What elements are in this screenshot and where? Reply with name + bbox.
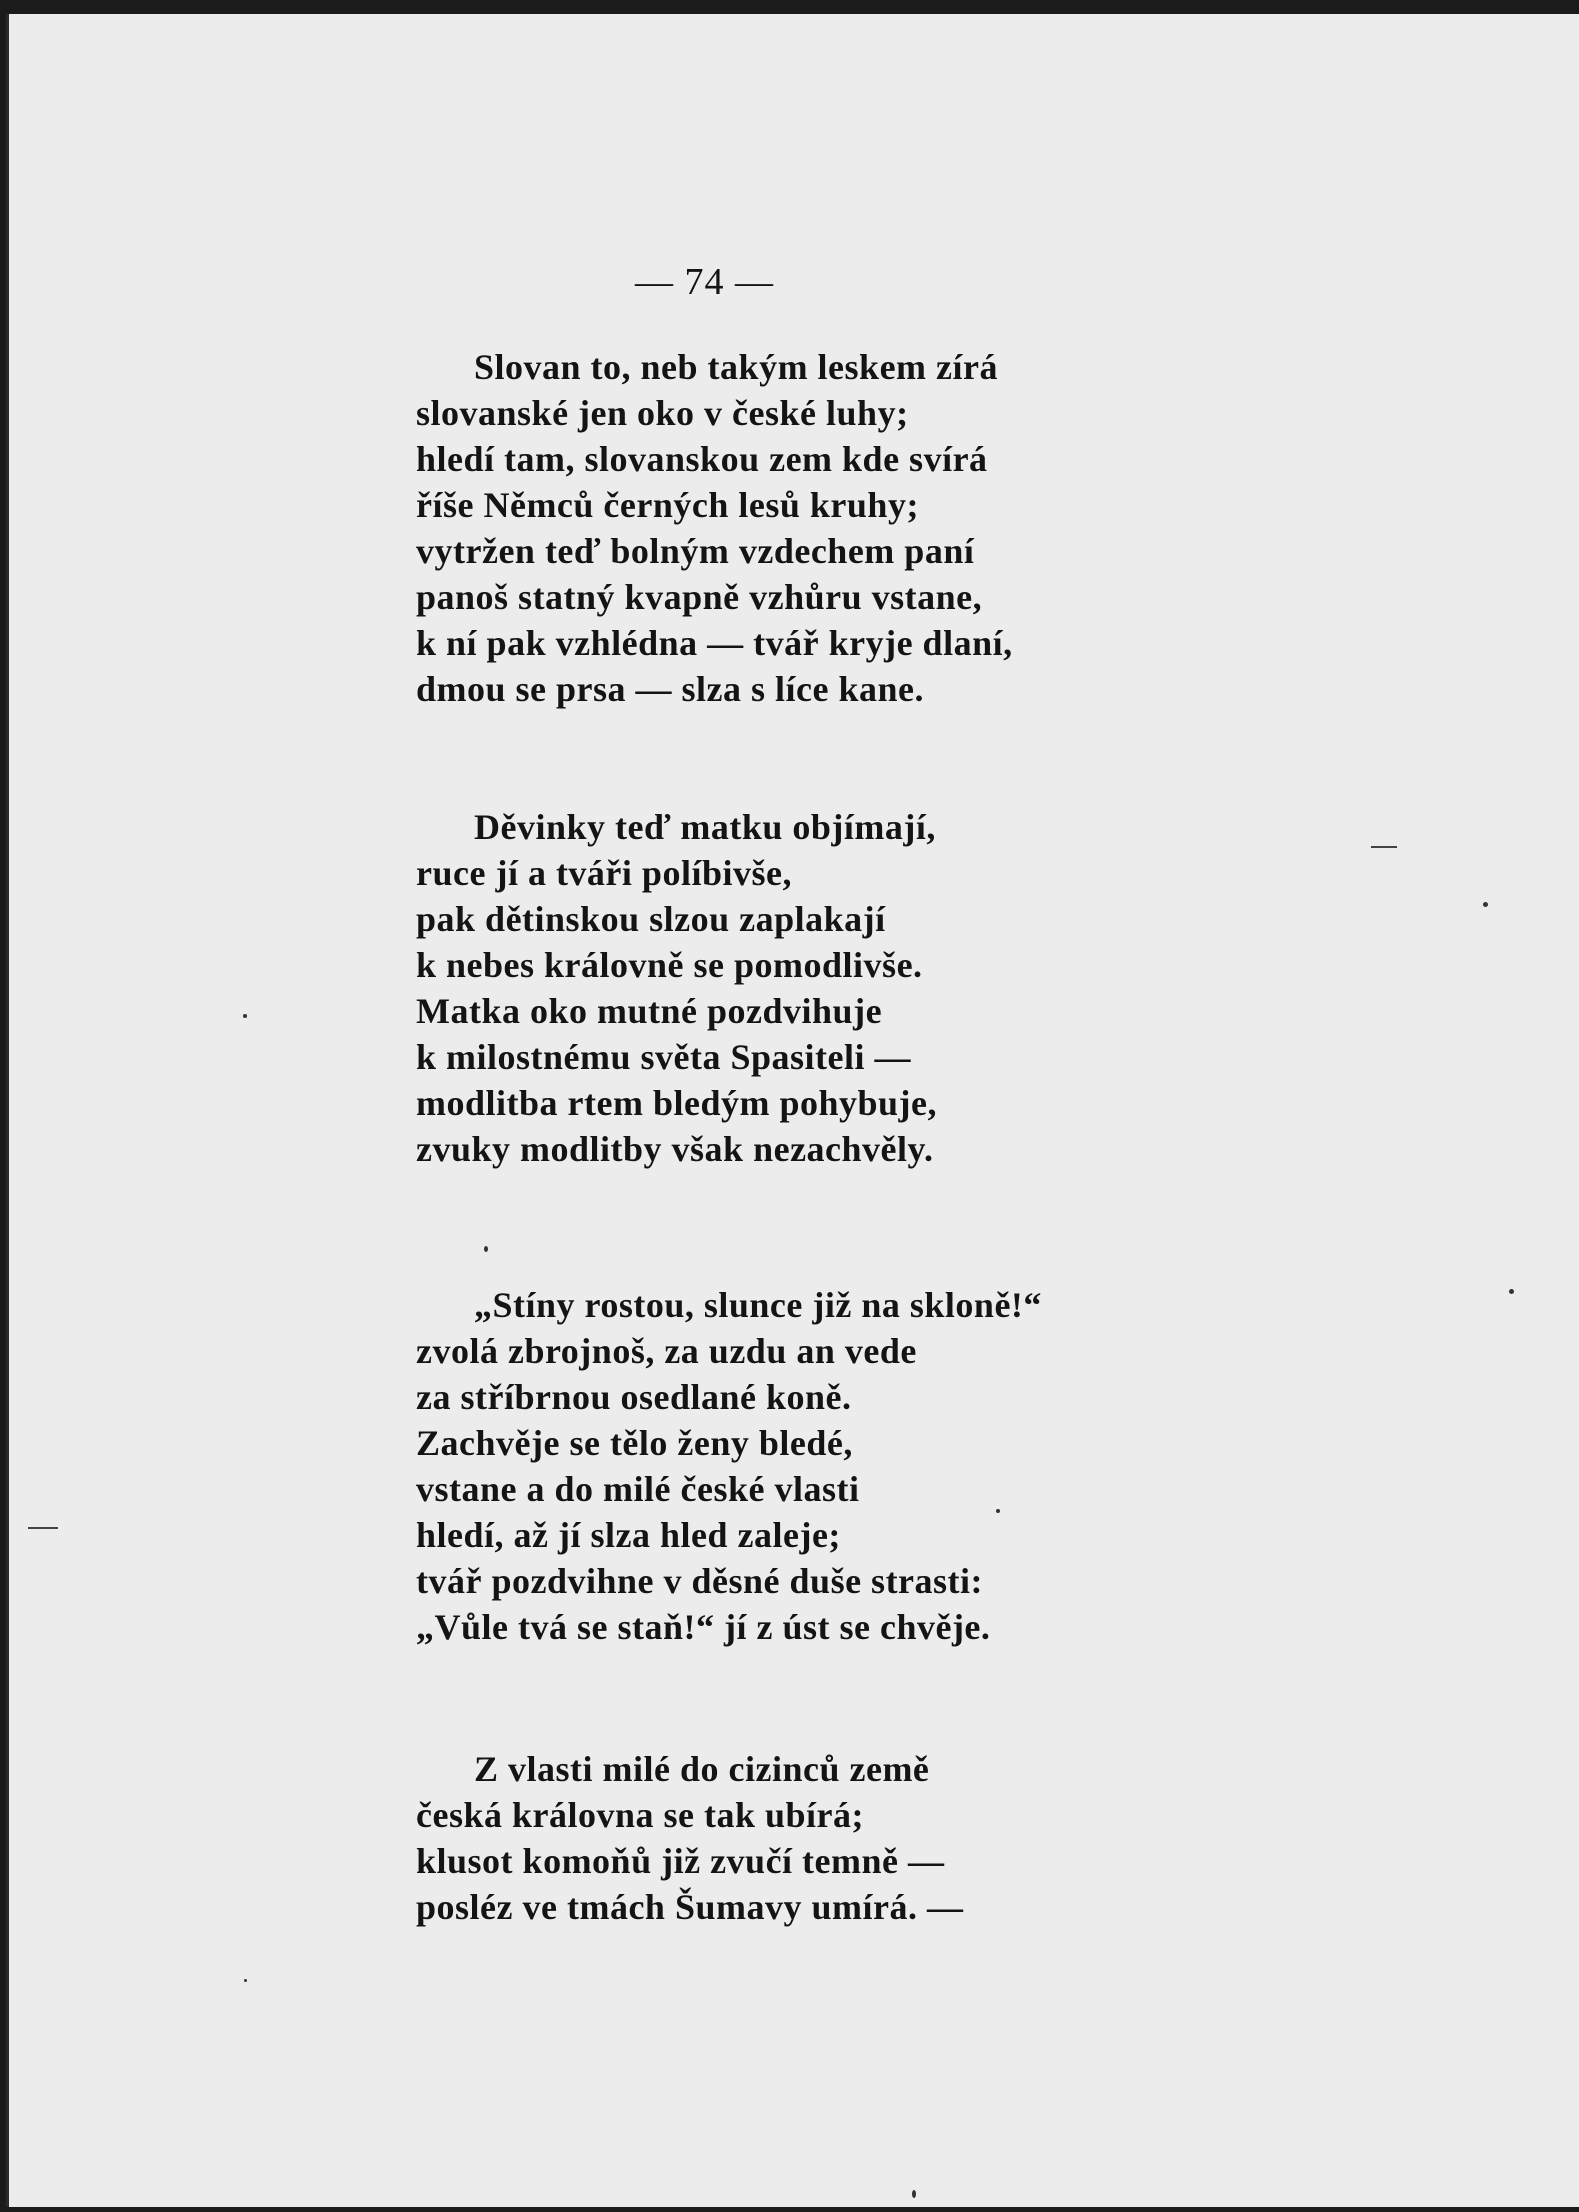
page-binding-edge: [6, 14, 9, 2207]
scan-speck: [912, 2190, 916, 2198]
verse-line: Matka oko mutné pozdvihuje: [416, 991, 883, 1031]
verse-line: posléz ve tmách Šumavy umírá. —: [416, 1887, 964, 1927]
verse-line: Zachvěje se tělo ženy bledé,: [416, 1423, 853, 1463]
verse-line: „Vůle tvá se staň!“ jí z úst se chvěje.: [416, 1607, 991, 1647]
verse-line: panoš statný kvapně vzhůru vstane,: [416, 577, 983, 617]
verse-line: ruce jí a tváři políbivše,: [416, 853, 792, 893]
verse-line: česká královna se tak ubírá;: [416, 1795, 865, 1835]
verse-line: dmou se prsa — slza s líce kane.: [416, 669, 925, 709]
verse-line: hledí, až jí slza hled zaleje;: [416, 1515, 841, 1555]
verse-line: tvář pozdvihne v děsné duše strasti:: [416, 1561, 984, 1601]
scan-speck: [1483, 902, 1488, 907]
verse-line: zvolá zbrojnoš, za uzdu an vede: [416, 1331, 917, 1371]
verse-line: říše Němců černých lesů kruhy;: [416, 485, 919, 525]
scan-speck: [1509, 1289, 1514, 1294]
stanza-1: [416, 344, 1176, 712]
verse-line: k ní pak vzhlédna — tvář kryje dlaní,: [416, 623, 1013, 663]
book-page: [6, 14, 1579, 2207]
verse-line: klusot komoňů již zvučí temně —: [416, 1841, 945, 1881]
verse-line: vytržen teď bolným vzdechem paní: [416, 531, 975, 571]
verse-line: k milostnému světa Spasiteli —: [416, 1037, 912, 1077]
verse-line: hledí tam, slovanskou zem kde svírá: [416, 439, 988, 479]
scan-mark: [28, 1527, 58, 1529]
verse-line: Slovan to, neb takým leskem zírá: [474, 347, 998, 387]
scan-speck: [244, 1979, 247, 1982]
verse-line: k nebes královně se pomodlivše.: [416, 945, 923, 985]
stanza-2: [416, 804, 1176, 1172]
scan-speck: [484, 1246, 488, 1252]
verse-line: zvuky modlitby však nezachvěly.: [416, 1129, 934, 1169]
page-number: — 74 —: [635, 261, 774, 303]
verse-line: modlitba rtem bledým pohybuje,: [416, 1083, 938, 1123]
scan-speck: [243, 1014, 247, 1018]
verse-line: pak dětinskou slzou zaplakají: [416, 899, 886, 939]
stanza-3: [416, 1282, 1176, 1650]
verse-line: Z vlasti milé do cizinců země: [474, 1749, 930, 1789]
verse-line: vstane a do milé české vlasti: [416, 1469, 860, 1509]
poem: [416, 344, 1176, 2010]
scan-mark: [1371, 846, 1397, 848]
verse-line: slovanské jen oko v české luhy;: [416, 393, 909, 433]
stanza-4: [416, 1746, 1176, 1930]
verse-line: za stříbrnou osedlané koně.: [416, 1377, 852, 1417]
scan-speck: [996, 1509, 1000, 1513]
verse-line: „Stíny rostou, slunce již na skloně!“: [474, 1285, 1042, 1325]
verse-line: Děvinky teď matku objímají,: [474, 807, 936, 847]
